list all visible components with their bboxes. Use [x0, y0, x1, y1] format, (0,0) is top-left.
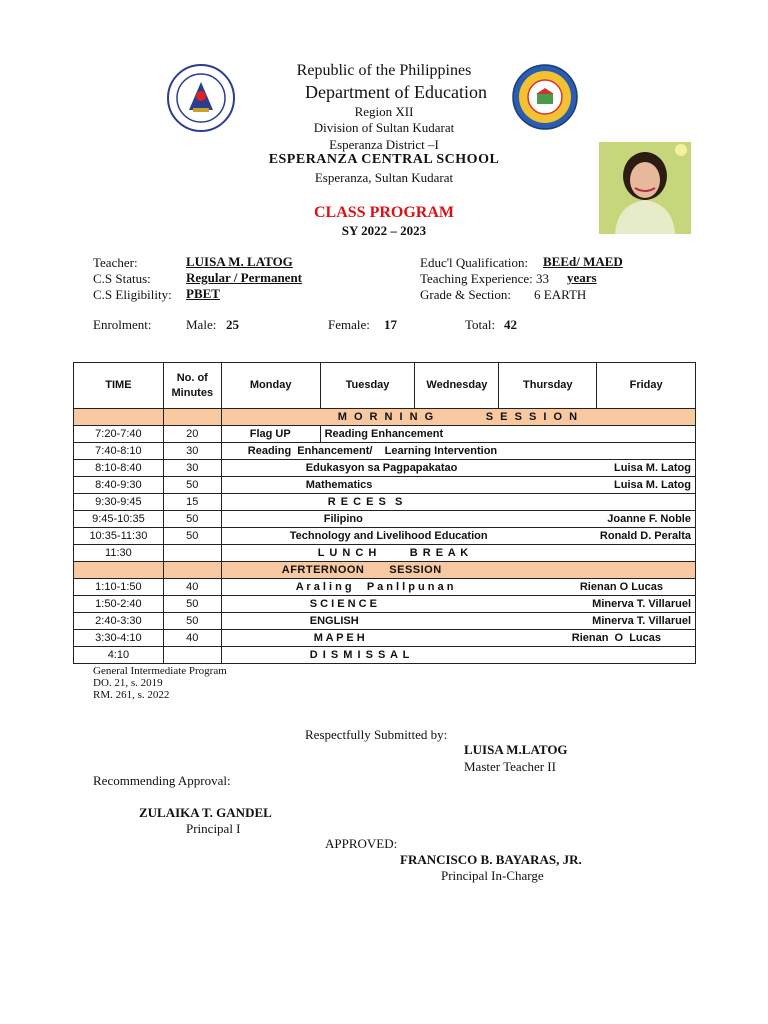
header-address: Esperanza, Sultan Kudarat	[314, 170, 454, 185]
table-row	[74, 528, 696, 545]
header-region: Region XII	[354, 104, 414, 119]
eligibility-value: PBET	[186, 286, 220, 301]
total-count: 42	[504, 317, 517, 332]
subject-name: R E C E S S	[327, 495, 404, 508]
status-value: Regular / Permanent	[186, 270, 303, 285]
minutes-cell: 50	[163, 511, 221, 528]
status-label: C.S Status:	[93, 271, 151, 286]
time-cell: 8:10-8:40	[74, 460, 164, 477]
teacher-name-cell: Rienan O Lucas	[571, 631, 661, 644]
minutes-cell: 50	[163, 596, 221, 613]
eligibility-label: C.S Eligibility:	[93, 287, 172, 302]
teacher-name-cell: Luisa M. Latog	[614, 478, 691, 491]
subject-cell	[221, 477, 695, 494]
subject-name: Edukasyon sa Pagpapakatao	[305, 461, 458, 474]
header-republic: Republic of the Philippines	[296, 62, 472, 79]
subject-name: Mathematics	[305, 478, 373, 491]
approved-name: FRANCISCO B. BAYARAS, JR.	[400, 852, 582, 867]
teacher-name-cell: Ronald D. Peralta	[599, 529, 691, 542]
subject-name: S C I E N C E	[309, 597, 378, 610]
table-row	[74, 460, 696, 477]
time-cell: 2:40-3:30	[74, 613, 164, 630]
recommending-title: Principal I	[186, 821, 241, 836]
subject-cell: Reading Enhancement	[320, 426, 695, 443]
minutes-cell: 30	[163, 443, 221, 460]
subject-name: D I S M I S S A L	[309, 648, 411, 661]
header-school: ESPERANZA CENTRAL SCHOOL	[268, 152, 500, 167]
footnote-rm: RM. 261, s. 2022	[93, 689, 170, 701]
afternoon-session-label: AFRTERNOON SESSION	[221, 562, 695, 579]
subject-cell	[221, 596, 695, 613]
experience-label: Teaching Experience: 33	[420, 271, 550, 286]
grade-label: Grade & Section:	[420, 287, 511, 302]
female-label: Female:	[328, 317, 370, 332]
qualification-value: BEEd/ MAED	[543, 254, 623, 269]
table-row	[74, 545, 696, 562]
teacher-name-cell: Luisa M. Latog	[614, 461, 691, 474]
subject-cell	[221, 494, 695, 511]
minutes-cell: 20	[163, 426, 221, 443]
header-tuesday: Tuesday	[320, 363, 415, 409]
subject-cell	[221, 613, 695, 630]
enrolment-label: Enrolment:	[93, 317, 152, 332]
subject-cell	[221, 511, 695, 528]
header-thursday: Thursday	[499, 363, 597, 409]
minutes-cell: 50	[163, 477, 221, 494]
table-row	[74, 579, 696, 596]
table-row	[74, 630, 696, 647]
minutes-cell: 50	[163, 528, 221, 545]
teacher-name-cell: Minerva T. Villaruel	[592, 614, 691, 627]
table-row	[74, 613, 696, 630]
experience-unit: years	[567, 270, 597, 285]
table-row	[74, 647, 696, 664]
subject-name: M A P E H	[313, 631, 365, 644]
table-row	[74, 443, 696, 460]
school-year: SY 2022 – 2023	[341, 223, 427, 238]
subject-cell	[221, 579, 695, 596]
minutes-cell: 40	[163, 579, 221, 596]
recommending-name: ZULAIKA T. GANDEL	[139, 805, 272, 820]
subject-cell: Flag UP	[221, 426, 320, 443]
submitted-name: LUISA M.LATOG	[464, 742, 568, 757]
female-count: 17	[384, 317, 397, 332]
subject-cell	[221, 647, 695, 664]
table-row	[74, 494, 696, 511]
header-minutes: No. of Minutes	[163, 363, 221, 409]
subject-cell: Reading Enhancement/ Learning Intervention	[221, 443, 695, 460]
time-cell: 1:10-1:50	[74, 579, 164, 596]
table-row	[74, 596, 696, 613]
minutes-cell: 40	[163, 630, 221, 647]
subject-name: L U N C H B R E A K	[317, 546, 470, 559]
subject-cell	[221, 460, 695, 477]
afternoon-session-row	[74, 562, 696, 579]
table-row	[74, 426, 696, 443]
table-row	[74, 511, 696, 528]
footnote-do: DO. 21, s. 2019	[93, 677, 163, 689]
header-friday: Friday	[597, 363, 696, 409]
footnote-program: General Intermediate Program	[93, 665, 227, 677]
subject-cell	[221, 528, 695, 545]
teacher-name: LUISA M. LATOG	[186, 254, 293, 269]
time-cell: 4:10	[74, 647, 164, 664]
morning-session-label: M O R N I N G S E S S I O N	[221, 409, 695, 426]
class-program-table	[73, 362, 696, 664]
teacher-label: Teacher:	[93, 255, 138, 270]
minutes-cell	[163, 545, 221, 562]
subject-name: Technology and Livelihood Education	[289, 529, 488, 542]
header-division: Division of Sultan Kudarat	[313, 120, 455, 135]
time-cell: 10:35-11:30	[74, 528, 164, 545]
header-district: Esperanza District –I	[329, 137, 439, 152]
time-cell: 11:30	[74, 545, 164, 562]
minutes-cell: 30	[163, 460, 221, 477]
header-monday: Monday	[221, 363, 320, 409]
table-row	[74, 477, 696, 494]
time-cell: 8:40-9:30	[74, 477, 164, 494]
morning-session-row	[74, 409, 696, 426]
time-cell: 9:30-9:45	[74, 494, 164, 511]
subject-name: ENGLISH	[309, 614, 359, 627]
qualification-label: Educ'l Qualification:	[420, 255, 529, 270]
header-time: TIME	[74, 363, 164, 409]
approved-label: APPROVED:	[325, 836, 398, 851]
minutes-cell	[163, 647, 221, 664]
teacher-name-cell: Minerva T. Villaruel	[592, 597, 691, 610]
submitted-label: Respectfully Submitted by:	[305, 727, 448, 742]
total-label: Total:	[465, 317, 496, 332]
time-cell: 1:50-2:40	[74, 596, 164, 613]
submitted-title: Master Teacher II	[464, 759, 556, 774]
subject-name: Filipino	[323, 512, 363, 525]
document-title: CLASS PROGRAM	[313, 204, 454, 221]
subject-cell	[221, 545, 695, 562]
recommending-label: Recommending Approval:	[93, 773, 231, 788]
time-cell: 3:30-4:10	[74, 630, 164, 647]
time-cell: 7:20-7:40	[74, 426, 164, 443]
time-cell: 7:40-8:10	[74, 443, 164, 460]
header-wednesday: Wednesday	[415, 363, 499, 409]
table-header-row	[74, 363, 696, 409]
subject-name: A r a l i n g P a n l l p u n a n	[295, 580, 454, 593]
header-department: Department of Education	[305, 82, 487, 102]
minutes-cell: 15	[163, 494, 221, 511]
approved-title: Principal In-Charge	[441, 868, 544, 883]
minutes-cell: 50	[163, 613, 221, 630]
male-count: 25	[226, 317, 239, 332]
teacher-name-cell: Joanne F. Noble	[607, 512, 691, 525]
male-label: Male:	[186, 317, 217, 332]
teacher-name-cell: Rienan O Lucas	[579, 580, 663, 593]
time-cell: 9:45-10:35	[74, 511, 164, 528]
grade-value: 6 EARTH	[534, 287, 587, 302]
subject-cell	[221, 630, 695, 647]
